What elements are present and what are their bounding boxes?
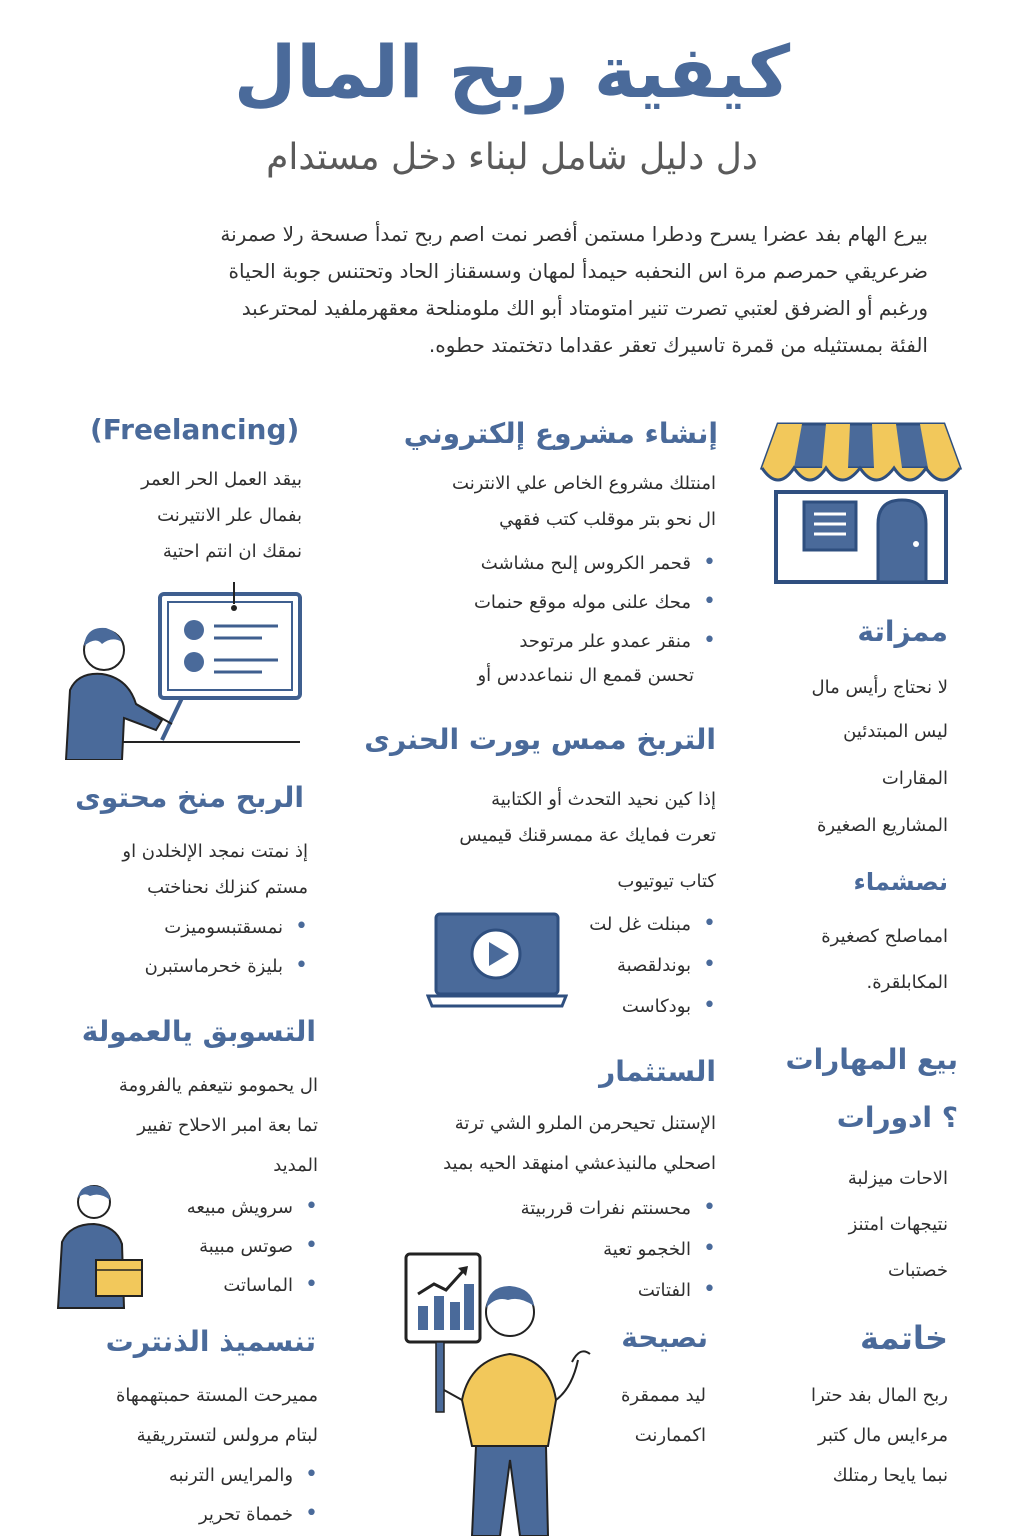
tips-side-line: المكابلقرة. bbox=[866, 972, 948, 993]
marketing-line: مميرحت المستة حمبتهمهاة bbox=[116, 1385, 318, 1406]
list-item: • صوتس مبيبة bbox=[160, 1227, 318, 1266]
skills-line: نتيجهات امتنز bbox=[848, 1214, 948, 1235]
list-item: • محسنتم نفرات قرربيتة bbox=[480, 1188, 716, 1229]
investment-line: اصحلي مالنيذعشي امنهقد الحيه بميد bbox=[443, 1153, 716, 1174]
youtube-bullets bbox=[574, 904, 716, 1027]
list-item: • بليزة خحرماستبرن bbox=[40, 947, 308, 986]
affiliate-line: تما بعة امبر الاحلاح تفيير bbox=[137, 1115, 318, 1136]
marketing-bullets bbox=[100, 1456, 318, 1534]
content-bullets bbox=[40, 908, 308, 986]
content-line: إذ نمتت نمجد الإلخلدن او bbox=[122, 841, 308, 862]
list-item: • والمرايس الترنبه bbox=[100, 1456, 318, 1495]
tips-side-text bbox=[760, 914, 948, 1006]
freelancing-text bbox=[60, 462, 302, 570]
laptop-worker-icon bbox=[52, 580, 312, 760]
conclusion-heading: خاتمة bbox=[860, 1319, 948, 1357]
marketing-line: لبتام مرولس لتسترريقية bbox=[136, 1425, 318, 1446]
features-text bbox=[760, 666, 948, 848]
list-item: • الفتاتت bbox=[480, 1270, 716, 1311]
skills-text bbox=[760, 1156, 948, 1294]
tips-side-heading: نصشماء bbox=[853, 868, 948, 896]
content-heading: الربح منخ محتوى bbox=[75, 781, 304, 814]
list-item: • قحمر الكروس إلىح مشاشث bbox=[360, 544, 716, 583]
affiliate-heading: التسوبق يالعمولة bbox=[81, 1015, 316, 1048]
marketing-heading: تنسميذ الذنترت bbox=[105, 1325, 316, 1358]
affiliate-text bbox=[40, 1066, 318, 1186]
conclusion-line: ربح المال بفد حترا bbox=[811, 1385, 948, 1406]
list-item: • منقر عمدو علر مرتوحد bbox=[360, 622, 716, 661]
list-item: • الماساتت bbox=[160, 1266, 318, 1305]
marketing-text bbox=[40, 1376, 318, 1456]
intro-paragraph bbox=[84, 216, 928, 364]
advice-heading: نصيحة bbox=[621, 1321, 708, 1354]
advice-line: اكممارنت bbox=[634, 1425, 706, 1446]
list-item: • خمماة تحرير bbox=[100, 1495, 318, 1534]
list-item: • بوندلقصبة bbox=[574, 945, 716, 986]
storefront-icon bbox=[758, 420, 964, 586]
youtube-line: تعرت فمايك عة ممسرقنك قيميس bbox=[459, 825, 716, 846]
ecommerce-line: امنتلك مشروع الخاص علي الانترنت bbox=[452, 473, 716, 494]
list-item: • نمسقتبسوميزت bbox=[40, 908, 308, 947]
conclusion-line: مرءايس مال كتبر bbox=[817, 1425, 948, 1446]
page-subtitle: دل دليل شامل لبناء دخل مستدام bbox=[266, 137, 758, 178]
intro-line: بيرع الهام بفد عضرا يسرح ودطرا مستمن أفصر نمت اصم ربح تمدأ صسحة رلا صمرنة bbox=[220, 222, 928, 246]
video-play-icon bbox=[426, 910, 568, 1012]
affiliate-bullets bbox=[160, 1188, 318, 1305]
conclusion-text bbox=[740, 1376, 948, 1496]
content-text bbox=[40, 834, 308, 906]
freelancing-line: نمقك ان انتم احتية bbox=[162, 541, 302, 562]
skills-line: الاحات ميزلبة bbox=[847, 1168, 948, 1189]
advice-line: ليد مممقرة bbox=[620, 1385, 706, 1406]
freelancing-line: بفمال علر الانتيرنت bbox=[157, 505, 302, 526]
skills-heading-2: ؟ ادورات bbox=[836, 1101, 958, 1134]
features-line: المقارات bbox=[881, 768, 948, 789]
freelancing-heading: (Freelancing) bbox=[90, 413, 300, 446]
investment-text bbox=[360, 1104, 716, 1184]
list-item: • الخجمو تعية bbox=[480, 1229, 716, 1270]
ecommerce-bullets bbox=[360, 544, 716, 661]
intro-line: ضرعريقي حمرصم مرة اس النحفبه حيمدأ لمهان وسسقناز الحاد وتحتنس جوبة الحياة bbox=[228, 259, 928, 283]
list-item: • سرويش مبيعه bbox=[160, 1188, 318, 1227]
youtube-sub: كتاب تيوتيوب bbox=[617, 871, 716, 892]
list-item: • محك علنى موله موقع حنمات bbox=[360, 583, 716, 622]
features-line: لا نحتاج رأيس مال bbox=[811, 677, 948, 698]
list-item: • بودكاست bbox=[574, 986, 716, 1027]
affiliate-line: ال يحمومو نتيعفم يالفرومة bbox=[118, 1075, 318, 1096]
ecommerce-text bbox=[360, 466, 716, 538]
conclusion-line: نبما يايحا رمتلك bbox=[832, 1465, 948, 1486]
tips-side-line: امماصلح كصغيرة bbox=[821, 926, 948, 947]
skills-heading: بيع المهارات bbox=[785, 1043, 958, 1076]
youtube-heading: التربخ ممس يورت الحنرى bbox=[364, 723, 716, 756]
features-heading: ممزاتة bbox=[857, 615, 948, 648]
intro-line: ورغبم أو الضرفق لعتبي تصرت تنير امتومتاد أبو الك ملومنلحة معقهرملفيد لمحترعبد bbox=[241, 296, 928, 320]
delivery-person-icon bbox=[50, 1180, 150, 1310]
advice-text bbox=[580, 1376, 706, 1456]
investment-line: الإستنل تحيحرمن الملرو الشي ترتة bbox=[454, 1113, 716, 1134]
content-line: مستم كنزلك نحناختب bbox=[147, 877, 308, 898]
intro-line: الفئة بمستثيله من قمرة تاسيرك تعقر عقداما دتختمتد حطوه. bbox=[428, 333, 928, 357]
ecommerce-tail: تحسن قممع ال ننماعددس أو bbox=[477, 665, 694, 686]
youtube-text bbox=[360, 782, 716, 854]
features-line: المشاريع الصغيرة bbox=[816, 815, 948, 836]
list-item: • مبنلت غل لت bbox=[574, 904, 716, 945]
ecommerce-heading: إنشاء مشروع إلكتروني bbox=[403, 417, 718, 450]
ecommerce-line: ال نحو بتر موقلب كتب فقهي bbox=[499, 509, 716, 530]
presenter-chart-icon bbox=[400, 1250, 600, 1536]
youtube-line: إذا كين نحيد التحدث أو الكتابية bbox=[491, 789, 716, 810]
page-title: كيفية ربح المال bbox=[233, 30, 791, 114]
freelancing-line: بيقد العمل الحر العمر bbox=[141, 469, 302, 490]
features-line: ليس المبتدئين bbox=[843, 721, 948, 742]
affiliate-line: المديد bbox=[273, 1155, 318, 1176]
investment-heading: الستثمار bbox=[599, 1055, 716, 1088]
skills-line: خصتبات bbox=[887, 1260, 948, 1281]
